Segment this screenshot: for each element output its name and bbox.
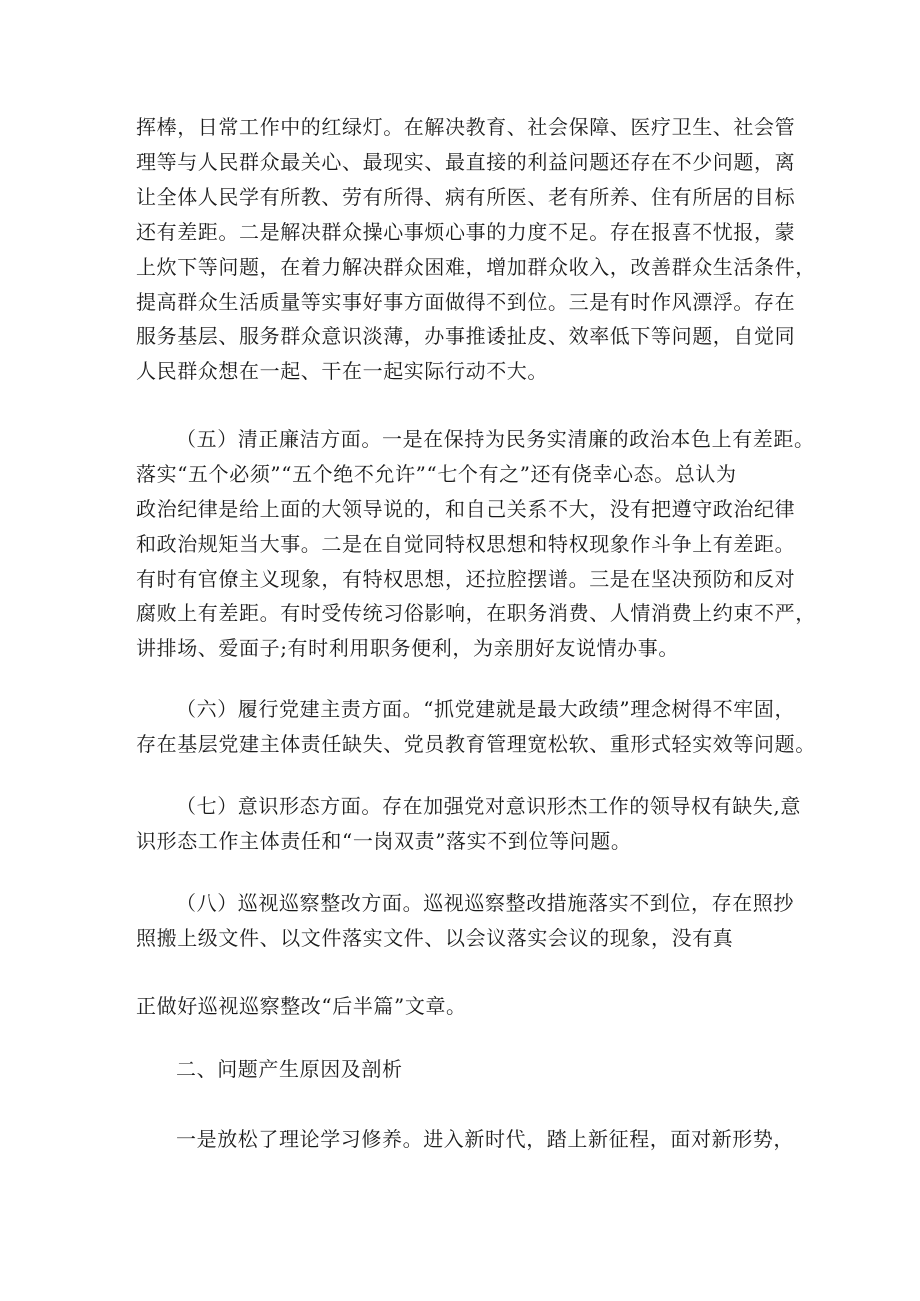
text-line: 有时有官僚主义现象，有特权思想，还拉腔摆谱。三是在坚决预防和反对	[136, 567, 796, 591]
text-line: 照搬上级文件、以文件落实文件、以会议落实会议的现象，没有真	[136, 926, 734, 950]
text-line: 提高群众生活质量等实事好事方面做得不到位。三是有时作风漂浮。存在	[136, 290, 796, 314]
text-line: 挥棒，日常工作中的红绿灯。在解决教育、社会保障、医疗卫生、社会管	[136, 115, 796, 139]
chapter-heading: 二、问题产生原因及剖析	[176, 1057, 403, 1081]
text-line: 讲排场、爱面子;有时利用职务便利，为亲朋好友说情办事。	[136, 636, 679, 660]
text-line: 政治纪律是给上面的大领导说的，和自己关系不大，没有把遵守政治纪律	[136, 497, 796, 521]
text-line: 存在基层党建主体责任缺失、党员教育管理宽松软、重形式轻实效等问题。	[136, 732, 816, 756]
text-line: 正做好巡视巡察整改“后半篇”文章。	[136, 994, 467, 1018]
section-5-heading-line: （五）清正廉洁方面。一是在保持为民务实清廉的政治本色上有差距。	[176, 427, 815, 451]
text-line: 上炊下等问题，在着力解决群众困难，增加群众收入，改善群众生活条件，	[136, 255, 816, 279]
text-line: 和政治规矩当大事。二是在自觉同特权思想和特权现象作斗争上有差距。	[136, 532, 796, 556]
text-line: 落实“五个必须”“五个绝不允许”“七个有之”还有侥幸心态。总认为	[136, 462, 737, 486]
text-line: 一是放松了理论学习修养。进入新时代，踏上新征程，面对新形势，	[176, 1127, 794, 1151]
text-line: 还有差距。二是解决群众操心事烦心事的力度不足。存在报喜不忧报，蒙	[136, 220, 796, 244]
text-line: 人民群众想在一起、干在一起实际行动不大。	[136, 359, 548, 383]
text-line: 腐败上有差距。有时受传统习俗影响，在职务消费、人情消费上约束不严，	[136, 601, 816, 625]
text-line: 服务基层、服务群众意识淡薄，办事推诿扯皮、效率低下等问题，自觉同	[136, 324, 796, 348]
text-line: 识形态工作主体责任和“一岗双责”落实不到位等问题。	[136, 829, 632, 853]
text-line: 让全体人民学有所教、劳有所得、病有所医、老有所养、住有所居的目标	[136, 185, 796, 209]
section-7-heading-line: （七）意识形态方面。存在加强党对意识形杰工作的领导权有缺失,意	[176, 794, 801, 818]
section-6-heading-line: （六）履行党建主责方面。“抓党建就是最大政绩”理念树得不牢固，	[176, 697, 796, 721]
text-line: 理等与人民群众最关心、最现实、最直接的利益问题还存在不少问题，离	[136, 150, 796, 174]
section-8-heading-line: （八）巡视巡察整改方面。巡视巡察整改措施落实不到位，存在照抄	[176, 891, 794, 915]
